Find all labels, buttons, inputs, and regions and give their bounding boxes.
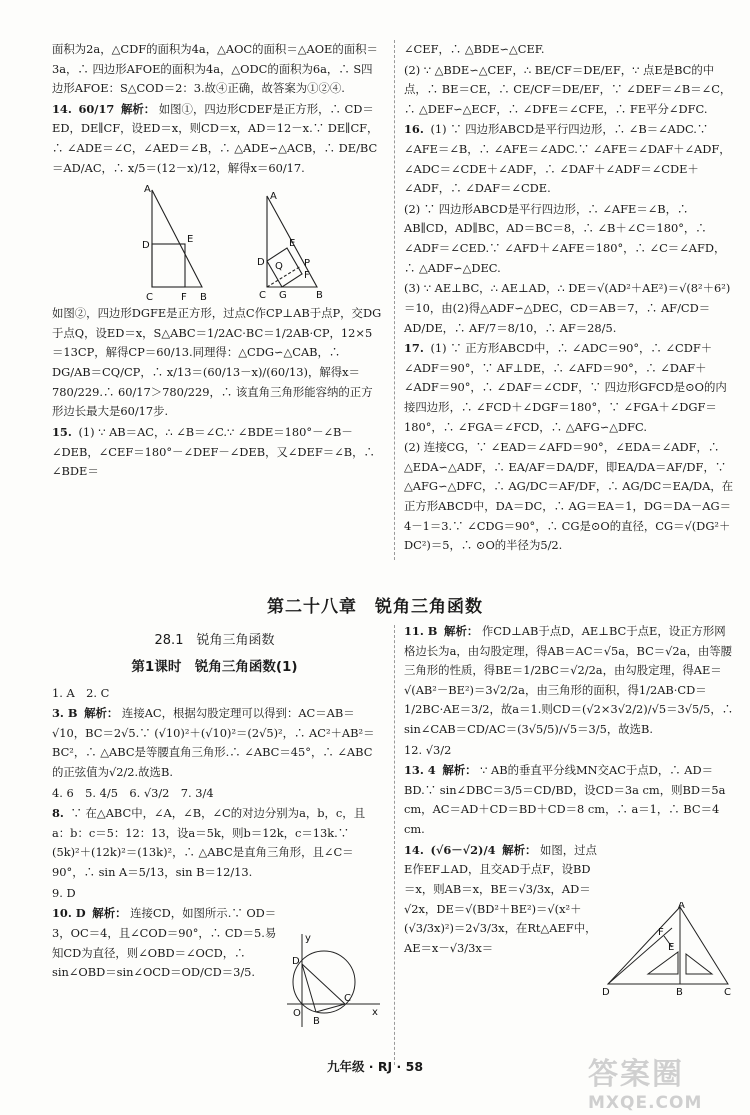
q14-left: [52, 100, 382, 178]
q3: [52, 704, 377, 782]
q12: 12. √3/2: [404, 742, 452, 757]
fig1-label-D: D: [142, 240, 150, 252]
column-divider-top: [394, 40, 395, 560]
q14-answer: 60/17: [78, 101, 115, 116]
q14-figure-svg: [52, 182, 382, 300]
q17-number: 17.: [404, 341, 424, 356]
fig14-label-D: D: [602, 987, 610, 997]
q14-tag: 解析：: [120, 101, 156, 116]
q14-text-2: 如图②，四边形DGFE是正方形，过点C作CP⊥AB于点P，交DG于点Q，设ED＝x，S△ABC＝1/2AC·BC＝1/2AB·CP，12×5＝13CP，解得CP＝60/13.同理得：△CDG∽△CAB，∴ DG/AB＝CQ/CP，∴ x/13＝(60/13－x)/(60/13)，解得x＝780/229.∴ 60/17＞780/229，∴ 该直角三角形能容纳的正方形边长最大是60/17步.: [52, 306, 382, 419]
fig2-label-A: A: [270, 191, 277, 203]
q15-continued: ∠CEF，∴ △BDE∽△CEF.: [404, 42, 545, 56]
q10: [52, 904, 282, 982]
fig14-label-A: A: [678, 902, 685, 911]
fig14-label-F: F: [658, 927, 664, 938]
q17: [404, 339, 734, 437]
fig10-label-O: O: [293, 1008, 301, 1019]
q14r-tag: 解析：: [502, 842, 537, 857]
watermark-line-2: MXQE.COM: [588, 1093, 703, 1113]
q16-text-1: (1) ∵ 四边形ABCD是平行四边形，∴ ∠B＝∠ADC.∵ ∠AFE＝∠B，∴ ∠AFE＝∠ADC.∵ ∠AFE＝∠DAF＋∠ADF，∠ADC＝∠CDE＋∠ADF，∴ ∠DAF＋∠ADF＝∠CDE＋∠ADF，∴ ∠DAF＝∠CDE.: [404, 122, 731, 196]
q15-left: [52, 423, 382, 482]
q14-number: 14.: [52, 101, 72, 116]
q15-part2: (2) ∵ △BDE∽△CEF，∴ BE/CF＝DE/EF，∵ 点E是BC的中点，∴ BE＝CE，∴ CE/CF＝DE/EF，∵ ∠DEF＝∠B＝∠C，∴ △DEF∽△ECF，∴ ∠DFE＝∠CFE，∴ FE平分∠DFC.: [404, 62, 732, 116]
q11-tag: 解析：: [444, 624, 479, 638]
q10-figure-svg: [282, 932, 382, 1032]
fig10-label-x: x: [372, 1007, 378, 1018]
fig1-label-F: F: [181, 292, 187, 301]
chapter-title: 第二十八章 锐角三角函数: [267, 597, 483, 617]
q11-text: 作CD⊥AB于点D，AE⊥BC于点E，设正方形网格边长为a，由勾股定理，得AB＝AC＝√5a，BC＝√2a，由等腰三角形的性质，得BE＝1/2BC＝√2/2a，由勾股定理，得AE＝√(AB²－BE²)＝3√2/2a，由三角形的面积，得1/2AB·CD＝1/2BC·AE＝3/2，故a＝1.则CD＝(√2×3√2/2)/√5＝3√5/5，∴ sin∠CAB＝CD/AC＝(3√5/5)/√5＝3/5，故选B.: [404, 624, 734, 737]
fig14-label-B: B: [676, 987, 683, 997]
q14-figures: [52, 182, 382, 300]
q8-text: ∵ 在△ABC中，∠A，∠B，∠C的对边分别为a，b，c，且a：b：c＝5：12：13，设a＝5k，则b＝12k，c＝13k.∵ (5k)²＋(12k)²＝(13k)²，∴ △ABC是直角三角形，且∠C＝90°，∴ sin A＝5/13，sin B＝12/13.: [52, 806, 366, 880]
q13-tag: 解析：: [442, 763, 477, 778]
q10-text: 连接CD，如图所示.∵ OD＝3，OC＝4，且∠COD＝90°，∴ CD＝5.易知CD为直径，则∠OBD＝∠OCD，∴ sin∠OBD＝sin∠OCD＝OD/CD＝3/5.: [52, 906, 277, 980]
fig10-label-C: C: [344, 993, 351, 1004]
q14-text: 如图①，四边形CDEF是正方形，∴ CD＝ED，DE∥CF，设ED＝x，则CD＝x，AD＝12－x.∵ DE∥CF，∴ ∠ADE＝∠C，∠AED＝∠B，∴ △ADE∽△ACB，∴ DE/BC＝AD/AC，∴ x/5＝(12－x)/12，解得x＝60/17.: [52, 101, 379, 175]
q10-number: 10. D: [52, 906, 86, 921]
q8: [52, 804, 377, 882]
left-column: [52, 40, 382, 483]
left-para-1: 面积为2a，△CDF的面积为4a，△AOC的面积＝△AOE的面积＝3a，∴ 四边形AFOE的面积为4a，△ODC的面积为6a，∴ S四边形AFOE：S△COD＝2：3.故④正确，故答案为①②④.: [52, 42, 378, 96]
q10-tag: 解析：: [92, 906, 127, 921]
right-column: [404, 40, 734, 557]
fig10-label-B: B: [313, 1016, 320, 1027]
fig1-label-A: A: [144, 184, 151, 196]
fig2-label-B: B: [316, 290, 323, 301]
lesson-title: 第1课时 锐角三角函数(1): [131, 659, 298, 676]
q16-number: 16.: [404, 122, 424, 137]
q16-part3: (3) ∵ AE⊥BC，∴ AE⊥AD，∴ DE＝√(AD²＋AE²)＝√(8²＋6²)＝10，由(2)得△ADF∽△DEC，CD＝AB＝7，∴ AF/CD＝AD/DE，∴ AF/7＝8/10，∴ AF＝28/5.: [404, 281, 731, 335]
q3-text: 连接AC，根据勾股定理可以得到：AC＝AB＝√10，BC＝2√5.∵ (√10)²＋(√10)²＝(2√5)²，∴ AC²＋AB²＝BC²，∴ △ABC是等腰直角三角形.∴ ∠ABC＝45°，∴ ∠ABC的正弦值为√2/2.故选B.: [52, 706, 375, 780]
q10-figure: [282, 932, 382, 1036]
fig2-label-D: D: [257, 257, 265, 269]
watermark-line-1: 答案圈: [588, 1057, 684, 1092]
fig1-label-E: E: [187, 234, 194, 246]
column-divider-bottom: [394, 625, 395, 1065]
fig2-label-Q: Q: [275, 261, 283, 273]
q3-tag: 解析：: [84, 706, 119, 721]
fig2-label-G: G: [279, 290, 287, 301]
fig2-label-F: F: [304, 270, 310, 282]
page-footer: 九年级 · RJ · 58: [326, 1059, 424, 1074]
q3-number: 3. B: [52, 706, 78, 721]
q15-text: (1) ∵ AB＝AC，∴ ∠B＝∠C.∵ ∠BDE＝180°－∠B－∠DEB，∠CEF＝180°－∠DEF－∠DEB，又∠DEF＝∠B，∴ ∠BDE＝: [52, 424, 375, 479]
q17-part2: (2) 连接CG，∵ ∠EAD＝∠AFD＝90°，∠EDA＝∠ADF，∴ △EDA∽△ADF，∴ EA/AF＝DA/DF，即EA/DA＝AF/DF，∵ △AFG∽△DFC，∴ AG/DC＝AF/DF，∴ AG/DC＝EA/DA，在正方形ABCD中，DA＝DC，∴ AG＝EA＝1，DG＝DA－AG＝4－1＝3.∵ ∠CDG＝90°，∴ CG是⊙O的直径，CG＝√(DG²＋DC²)＝5，∴ ⊙O的半径为5/2.: [404, 440, 734, 553]
q11: [404, 622, 734, 740]
fig2-label-P: P: [304, 258, 311, 270]
q4-q7: 4. 6 5. 4/5 6. √3/2 7. 3/4: [52, 785, 214, 800]
bottom-left-column: [52, 628, 377, 984]
fig14-label-C: C: [724, 987, 731, 997]
q14-right: [404, 841, 599, 959]
section-title: 28.1 锐角三角函数: [154, 633, 275, 648]
q16: [404, 120, 734, 198]
fig2-label-C: C: [259, 290, 266, 301]
fig10-label-D: D: [292, 956, 300, 967]
q14r-figure: [600, 902, 735, 1001]
fig1-label-B: B: [200, 292, 207, 301]
q14r-number: 14.: [404, 842, 424, 857]
fig14-label-E: E: [668, 942, 675, 953]
q8-number: 8.: [52, 806, 64, 821]
q15-number: 15.: [52, 424, 72, 439]
q16-part2: (2) ∵ 四边形ABCD是平行四边形，∴ ∠AFE＝∠B，∴ AB∥CD，AD∥BC，AD＝BC＝8，∴ ∠B＋∠C＝180°，∴ ∠ADF＝∠CED.∵ ∠AFD＋∠AFE＝180°，∴ ∠C＝∠AFD，∴ △ADF∽△DEC.: [404, 201, 726, 275]
watermark-logo: [588, 1049, 738, 1113]
fig2-label-E: E: [289, 238, 296, 250]
q17-text-1: (1) ∵ 正方形ABCD中，∴ ∠ADC＝90°，∴ ∠CDF＋∠ADF＝90°，∵ AF⊥DE，∴ ∠AFD＝90°，∴ ∠DAF＋∠ADF＝90°，∴ ∠DAF＝∠CDF，∵ 四边形GFCD是⊙O的内接四边形，∴ ∠FCD＋∠DGF＝180°，∵ ∠FGA＋∠DGF＝180°，∴ ∠FGA＝∠FCD，∴ △AFG∽△DFC.: [404, 341, 727, 434]
q13-number: 13. 4: [404, 763, 436, 778]
fig10-label-y: y: [305, 933, 311, 944]
q14r-figure-svg: [600, 902, 735, 997]
q13-text: ∵ AB的垂直平分线MN交AC于点D，∴ AD＝BD.∵ sin∠DBC＝3/5＝CD/BD，设CD＝3a cm，则BD＝5a cm，AC＝AD＋CD＝BD＋CD＝8 cm，∴ a＝1，∴ BC＝4 cm.: [404, 763, 726, 837]
fig1-label-C: C: [146, 292, 153, 301]
q13: [404, 761, 734, 839]
q9: 9. D: [52, 885, 76, 900]
q14r-text: 如图，过点E作EF⊥AD，且交AD于点F，设BD＝x，则AB＝x，BE＝√3/3x，AD＝√2x，DE＝√(BD²＋BE²)＝√(x²＋(√3/3x)²)＝2√3/3x，在Rt△AEF中，AE＝x－√3/3x＝: [404, 842, 597, 955]
q1-q2: 1. A 2. C: [52, 685, 110, 700]
q14r-answer: (√6－√2)/4: [430, 842, 496, 857]
q11-number: 11. B: [404, 624, 438, 638]
